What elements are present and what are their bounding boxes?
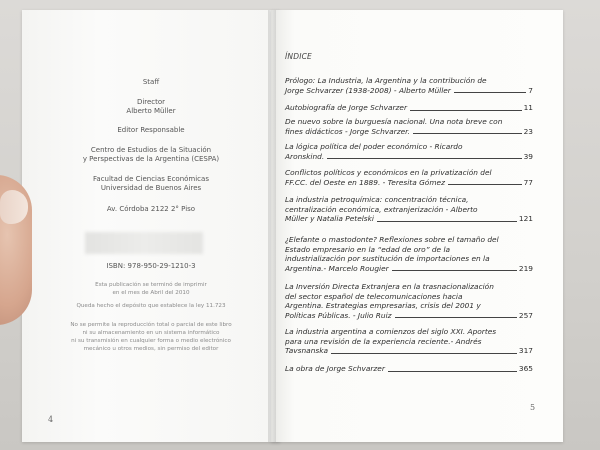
toc-entry-line: [285, 178, 533, 188]
toc-page-number: 39: [523, 151, 533, 161]
toc-entry: [285, 327, 533, 356]
staff-label: Staff: [142, 78, 160, 86]
director-name: Alberto Müller: [126, 107, 176, 115]
toc-entry-text: Argentina. Estrategias empresarias, crisis del 2001 y: [285, 301, 481, 311]
toc-entry: [285, 235, 533, 273]
toc-entry-text: Aronskind.: [285, 151, 325, 161]
rights-line-3: ni su transmisión en cualquier forma o medio electrónico: [71, 338, 231, 344]
toc-entry: [285, 117, 533, 136]
index-heading: ÍNDICE: [285, 52, 312, 61]
toc-entry-text: industrialización por sustitución de importaciones en la: [285, 254, 490, 264]
toc-entry-text: Conflictos políticos y económicos en la privatización del: [285, 168, 492, 177]
toc-leader-line: [413, 133, 522, 134]
toc-entry-text: De nuevo sobre la burguesía nacional. Una nota breve con: [285, 117, 503, 126]
left-page: [22, 10, 280, 442]
toc-entry-line: [285, 327, 533, 337]
toc-page-number: 11: [523, 103, 533, 112]
toc-entry-text: del sector español de telecomunicaciones hacia: [285, 291, 463, 301]
toc-page-number: 365: [518, 364, 533, 373]
toc-entry-text: Estado empresario en la “edad de oro” de la: [285, 244, 451, 254]
toc-entry: [285, 142, 533, 161]
redacted-block: [85, 232, 203, 254]
toc-leader-line: [377, 221, 517, 222]
toc-entry-line: [285, 214, 533, 224]
toc-entry-line: [285, 292, 533, 302]
toc-entry: [285, 282, 533, 320]
toc-entry-line: [285, 245, 533, 255]
toc-entry-text: fines didácticos - Jorge Schvarzer.: [285, 126, 410, 136]
toc-entry-line: [285, 311, 533, 321]
toc-entry-text: La obra de Jorge Schvarzer: [285, 364, 385, 373]
address: Av. Córdoba 2122 2° Piso: [106, 205, 196, 213]
toc-entry-line: [285, 103, 533, 113]
toc-entry-line: [285, 301, 533, 311]
toc-entry-line: [285, 195, 533, 205]
printed-line-1: Esta publicación se terminó de imprimir: [95, 282, 207, 288]
deposito-text: Queda hecho el depósito que establece la ley 11.723: [76, 303, 226, 309]
toc-leader-line: [388, 371, 517, 372]
isbn: ISBN: 978-950-29-1210-3: [106, 262, 196, 270]
rights-line-1: No se permite la reproducción total o parcial de este libro: [70, 322, 232, 328]
centro-line-1: Centro de Estudios de la Situación: [90, 146, 212, 154]
toc-entry-text: Argentina.- Marcelo Rougier: [285, 263, 389, 273]
facultad-line-2: Universidad de Buenos Aires: [100, 184, 202, 192]
toc-page-number: 317: [518, 346, 533, 356]
toc-entry-text: FF.CC. del Oeste en 1889. - Teresita Gómez: [285, 177, 445, 187]
toc-entry-text: La industria argentina a comienzos del siglo XXI. Aportes: [285, 327, 497, 336]
centro-line-2: y Perspectivas de la Argentina (CESPA): [82, 155, 220, 163]
toc-page-number: 23: [523, 126, 533, 136]
toc-entry-line: [285, 364, 533, 374]
toc-entry-text: Políticas Públicas. - Julio Ruiz: [285, 310, 392, 320]
rights-line-4: mecánico u otros medios, sin permiso del editor: [83, 346, 219, 352]
toc-entry: [285, 103, 533, 113]
left-page-number: 4: [48, 415, 54, 424]
toc-entry-text: para una revisión de la experiencia reciente.- Andrés: [285, 336, 482, 346]
toc-entry-line: [285, 264, 533, 274]
toc-page-number: 7: [528, 85, 533, 95]
toc-entry-text: Tavsnanska: [285, 346, 329, 356]
book-gutter: [268, 10, 276, 442]
toc-entry-text: ¿Elefante o mastodonte? Reflexiones sobre el tamaño del: [285, 235, 499, 244]
toc-entry-line: [285, 235, 533, 245]
toc-leader-line: [327, 158, 521, 159]
toc-entry-line: [285, 282, 533, 292]
toc-entry-text: centralización económica, extranjerización - Alberto: [285, 204, 478, 214]
toc-leader-line: [395, 317, 517, 318]
right-page: [271, 10, 563, 442]
rights-line-2: ni su almacenamiento en un sistema informático: [82, 330, 220, 336]
toc-leader-line: [392, 270, 517, 271]
toc-entry-line: [285, 142, 533, 152]
toc-page-number: 257: [518, 310, 533, 320]
toc-entry-line: [285, 254, 533, 264]
toc-entry-line: [285, 117, 533, 127]
toc-entry-text: La industria petroquímica: concentración técnica,: [285, 195, 469, 204]
toc-entry-line: [285, 346, 533, 356]
toc-entry-text: La Inversión Directa Extranjera en la trasnacionalización: [285, 282, 494, 291]
toc-page-number: 77: [523, 177, 533, 187]
director-label: Director: [136, 98, 166, 106]
toc-page-number: 121: [518, 214, 533, 224]
toc-entry-text: Jorge Schvarzer (1938-2008) - Alberto Müller: [285, 85, 451, 95]
toc-entry: [285, 195, 533, 224]
toc-entry-text: La lógica política del poder económico - Ricardo: [285, 142, 463, 151]
toc-entry-line: [285, 86, 533, 96]
toc-page-number: 219: [518, 263, 533, 273]
right-page-number: 5: [530, 403, 536, 412]
toc-entry-line: [285, 337, 533, 347]
toc-entry-line: [285, 205, 533, 215]
toc-leader-line: [410, 110, 522, 111]
toc-leader-line: [331, 353, 517, 354]
toc-entry-text: Prólogo: La Industria, la Argentina y la contribución de: [285, 76, 487, 85]
toc-entry-line: [285, 168, 533, 178]
toc-entry: [285, 168, 533, 187]
toc-leader-line: [454, 92, 526, 93]
facultad-line-1: Facultad de Ciencias Económicas: [93, 175, 209, 183]
toc-entry-text: Autobiografía de Jorge Schvarzer: [285, 103, 407, 112]
toc-entry: [285, 364, 533, 374]
toc-entry-text: Müller y Natalia Petelski: [285, 214, 374, 224]
toc-entry-line: [285, 127, 533, 137]
editor-label: Editor Responsable: [117, 126, 185, 134]
toc-entry-line: [285, 152, 533, 162]
toc-leader-line: [448, 184, 522, 185]
toc-entry: [285, 76, 533, 95]
toc-entry-line: [285, 76, 533, 86]
printed-line-2: en el mes de Abril del 2010: [112, 290, 190, 296]
